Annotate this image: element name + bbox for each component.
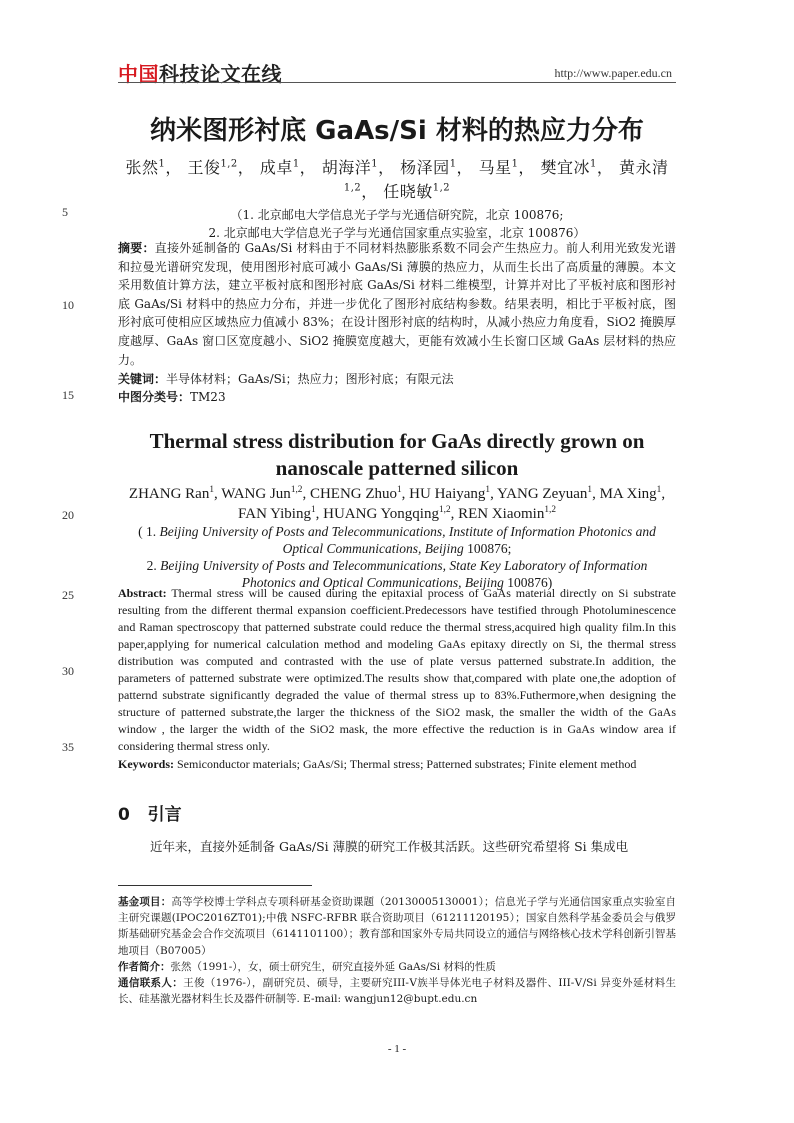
cn-abstract-label: 摘要：	[118, 241, 155, 255]
cn-class-label: 中图分类号：	[118, 390, 191, 404]
header-url[interactable]: http://www.paper.edu.cn	[554, 66, 672, 80]
en-author: ZHANG Ran$^1$	[128, 485, 214, 502]
en-author: HU Haiyang$^1$	[409, 485, 491, 502]
cn-abstract	[118, 239, 676, 369]
cn-keywords	[118, 370, 676, 387]
cn-affiliation-1: （1. 北京邮电大学信息光子学与光通信研究院，北京 100876;	[230, 208, 564, 222]
en-author: WANG Jun$^{1,2}$	[221, 485, 303, 502]
logo-text: 科技论文在线	[159, 62, 282, 86]
section-title: 引言	[147, 805, 182, 825]
en-abstract-text: Thermal stress will be caused during the epitaxial process of GaAs material directly on Si substrate resulting from the different thermal expansion coefficient.Predecessors have testified through Photoluminescence and Raman spectroscopy that patterned substrate could reduce the thermal stress,acquired high quality film.In this paper,applying for numerical calculation method and modeling GaAs epitaxy directly on Si, the thermal stress distribution was computed and contrasted with the use of plate versus patterned substrate.In addition, the parameters of patterned substrate were optimized.The results show that,compared with plate one,the adoption of patternd substrate significantly degraded the value of thermal stress up to 83%.Futhermore,when designing the structure of patterned substrate,the larger the thickness of the SiO2 mask, the smaller the width of the GaAs window , the larger the width of the SiO2 mask, the more effective the reduction is in GaAs window area if considering thermal stress only.	[118, 586, 676, 753]
en-title-line: Thermal stress distribution for GaAs directly grown on	[149, 429, 645, 453]
en-author: MA Xing$^1$	[599, 485, 662, 502]
line-number: 5	[62, 205, 68, 219]
intro-paragraph: 近年来，直接外延制备 GaAs/Si 薄膜的研究工作极其活跃。这些研究希望将 Si 集成电	[150, 839, 629, 854]
en-title-line: nanoscale patterned silicon	[275, 456, 519, 480]
cn-affiliation-2: 2. 北京邮电大学信息光子学与光通信国家重点实验室，北京 100876）	[208, 226, 586, 240]
logo-text-red: 中国	[118, 62, 159, 86]
en-abstract	[118, 585, 676, 773]
en-affiliation-1: ( 1. Beijing University of Posts and Telecommunications, Institute of Information Photonics and Optical Communications, Beijing 100876;	[138, 524, 656, 556]
line-number: 25	[62, 588, 74, 602]
section-heading	[118, 800, 182, 825]
section-number: 0	[118, 805, 130, 825]
en-author: FAN Yibing$^1$	[238, 505, 316, 522]
footnote-fund: 基金项目：高等学校博士学科点专项科研基金资助课题（20130005130001）；信息光子学与光通信国家重点实验室自主研究课题(IPOC2016ZT01);中俄 NSFC-RFBR 联合资助项目（61211120195）；国家自然科学基金委员会与俄罗斯基础研究基金会合作交流项目（6141101100）；教育部和国家外专局共同设立的通信与网络核心技术学科创新引智基地项目（B07005）	[118, 896, 677, 957]
en-authors: ZHANG Ran$^1$, WANG Jun$^{1,2}$, CHENG Zhuo$^1$, HU Haiyang$^1$, YANG Zeyuan$^1$, MA Xing$^1$, FAN Yibing$^1$, HUANG Yongqing$^{1,2}$, REN Xiaomin$^{1,2}$	[128, 485, 666, 522]
cn-author: 黄永清$^{1,2}$	[343, 158, 669, 194]
en-affiliations	[118, 523, 676, 591]
cn-author: 张然$^1$	[125, 158, 166, 177]
cn-author: 胡海洋$^1$	[321, 158, 379, 177]
en-affiliation-2: 2. Beijing University of Posts and Telecommunications, State Key Laboratory of Information Photonics and Optical Communications, Beijing 100876)	[146, 558, 648, 590]
cn-author: 王俊$^{1,2}$	[187, 158, 238, 177]
en-author: HUANG Yongqing$^{1,2}$	[323, 505, 451, 522]
cn-author: 任晓敏$^{1,2}$	[383, 182, 451, 201]
en-author: CHENG Zhuo$^1$	[309, 485, 402, 502]
en-title	[118, 428, 676, 482]
line-number: 10	[62, 298, 74, 312]
line-number: 30	[62, 664, 74, 678]
footnotes	[118, 894, 676, 1007]
cn-abstract-text: 直接外延制备的 GaAs/Si 材料由于不同材料热膨胀系数不同会产生热应力。前人利用光致发光谱和拉曼光谱研究发现，使用图形衬底可减小 GaAs/Si 薄膜的热应力，从而生长出了高质量的薄膜。本文采用数值计算方法，建立平板衬底和图形衬底 GaAs/Si 材料二维模型，计算并对比了平板衬底和图形衬底 GaAs/Si 材料中的热应力分布，并进一步优化了图形衬底结构参数。结果表明，相比于平板衬底，图形衬底可使相应区域热应力值减小 83%；在设计图形衬底的结构时，从减小热应力角度看，SiO2 掩膜厚度越厚、GaAs 窗口区宽度越小、SiO2 掩膜宽度越大，更能有效减小生长窗口区域 GaAs 层材料的热应力。	[118, 241, 676, 367]
cn-author: 成卓$^1$	[259, 158, 300, 177]
cn-class-text: TM23	[190, 390, 226, 404]
line-number: 35	[62, 740, 74, 754]
en-abstract-label: Abstract:	[118, 586, 167, 600]
cn-classification	[118, 388, 676, 405]
page-number: - 1 -	[387, 1043, 407, 1055]
en-author: YANG Zeyuan$^1$	[497, 485, 593, 502]
line-number: 15	[62, 388, 74, 402]
cn-title: 纳米图形衬底 GaAs/Si 材料的热应力分布	[150, 116, 644, 146]
footnote-author: 作者简介：张然（1991-），女，硕士研究生，研究直接外延 GaAs/Si 材料的性质	[118, 960, 496, 973]
cn-authors: 张然$^1$， 王俊$^{1,2}$， 成卓$^1$， 胡海洋$^1$， 杨泽园$^1$， 马星$^1$， 樊宜冰$^1$， 黄永清$^{1,2}$， 任晓敏$^{1,2}$	[125, 158, 669, 201]
header-rule	[118, 82, 676, 83]
en-keywords	[118, 756, 676, 773]
cn-author: 杨泽园$^1$	[400, 158, 457, 177]
en-author: REN Xiaomin$^{1,2}$	[458, 505, 556, 522]
cn-keywords-label: 关键词：	[118, 372, 167, 386]
cn-affiliations	[118, 206, 676, 242]
en-keywords-label: Keywords:	[118, 757, 174, 771]
cn-author: 马星$^1$	[478, 158, 519, 177]
en-keywords-text: Semiconductor materials; GaAs/Si; Thermal stress; Patterned substrates; Finite element method	[177, 757, 637, 771]
footnote-rule	[118, 885, 312, 886]
footnote-contact: 通信联系人：王俊（1976-），副研究员、硕导，主要研究III-Ⅴ族半导体光电子材料及器件、III-Ⅴ/Si 异变外延材料生长、硅基激光器材料生长及器件研制等. E-mail: wangjun12@bupt.edu.cn	[118, 977, 677, 1006]
cn-author: 樊宜冰$^1$	[540, 158, 597, 177]
line-number: 20	[62, 508, 74, 522]
cn-keywords-text: 半导体材料；GaAs/Si；热应力；图形衬底；有限元法	[166, 372, 454, 386]
